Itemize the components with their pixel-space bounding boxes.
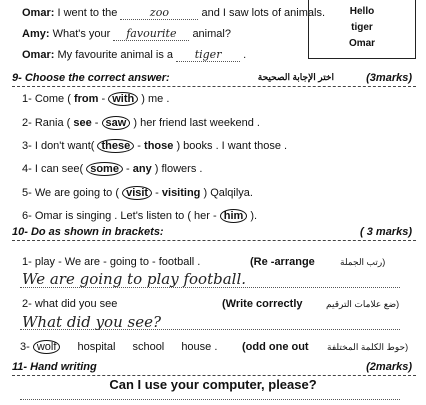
option-separator: - [155,187,159,199]
section-title: 11- Hand writing [12,361,97,373]
dialogue-line-2 [22,27,231,41]
section-9-header [12,72,416,87]
option-word: house . [181,341,218,353]
section-11-header [12,361,416,376]
handwritten-answer: zoo [120,6,198,20]
item-prompt: 5- We are going to ( [22,187,120,199]
item-rest: ) me . [141,93,170,105]
choice-item [22,186,253,200]
section-instruction-arabic: اختر الإجابة الصحيحة [257,72,334,82]
item-rest: ) her friend last weekend . [133,117,260,129]
speaker: Amy: [22,28,50,40]
answer-line [20,329,400,330]
item-rest: ) Qalqilya. [203,187,253,199]
q10-3-words [20,340,217,354]
section-title: 10- Do as shown in brackets: [12,226,164,238]
word-box-item: tiger [351,22,373,33]
option: see [73,117,92,129]
item-prompt: 4- I can see( [22,163,84,175]
option: those [144,140,174,152]
q10-1-instruction-arabic: رتب الجملة) [340,257,386,267]
q10-1-prompt: 1- play - We are - going to - football . [22,256,201,268]
dialogue-text: What's your [52,28,114,40]
item-rest: ) books . I want those . [176,140,288,152]
option: any [132,163,152,175]
item-rest: ). [250,210,258,222]
section-10-header [12,226,416,241]
q10-2-prompt: 2- what did you see [22,298,118,310]
question-number: 3- [20,341,30,353]
dialogue-line-3 [22,48,246,62]
choice-item [22,209,257,223]
option-separator: - [126,163,130,175]
q10-1-handwritten-answer: We are going to play football. [22,270,247,288]
dialogue-text: My favourite animal is a [57,49,174,61]
circled-option: him [220,209,248,223]
q10-2-handwritten-answer: What did you see? [22,313,162,331]
word-box-item: Omar [348,38,376,49]
option-word: hospital [77,341,116,353]
choice-item [22,116,260,130]
handwritten-answer: favourite [113,27,189,41]
option-separator: - [101,93,106,105]
item-prompt: 3- I don't want( [22,140,95,152]
dialogue-text: animal? [192,28,231,40]
item-prompt: 6- Omar is singing . Let's listen to ( her - [22,210,217,222]
dialogue-text: and I saw lots of animals. [201,7,326,19]
section-marks: ( 3 marks) [360,226,412,238]
option-word: school [132,341,165,353]
option: visiting [161,187,201,199]
circled-option: these [97,139,134,153]
option-separator: - [137,140,141,152]
item-prompt: 2- Rania ( [22,117,71,129]
item-rest: ) flowers . [154,163,203,175]
circled-word: wolf [33,340,61,354]
dialogue-text: . [243,49,247,61]
speaker: Omar: [22,49,55,61]
q10-2-instruction-arabic: ضع علامات الترقيم) [326,299,400,309]
answer-line [20,287,400,288]
q10-3-instruction-arabic: حوط الكلمة المختلفة) [327,342,409,352]
option-separator: - [94,117,99,129]
section-title: 9- Choose the correct answer: [12,72,170,84]
choice-item [22,92,169,106]
speaker: Omar: [22,7,55,19]
dialogue-line-1 [22,6,325,20]
q10-3-instruction: (odd one out [242,341,309,353]
dialogue-text: I went to the [57,7,121,19]
handwritten-answer: tiger [176,48,240,62]
q10-2-instruction: (Write correctly [222,298,303,310]
option: from [73,93,99,105]
circled-option: some [86,162,123,176]
choice-item [22,139,287,153]
handwriting-line [20,399,400,400]
handwriting-sentence: Can I use your computer, please? [109,377,317,392]
q10-1-instruction: (Re -arrange [250,256,315,268]
word-box-item: Hello [349,6,375,17]
section-marks: (3marks) [366,72,412,84]
circled-option: visit [122,186,152,200]
item-prompt: 1- Come ( [22,93,71,105]
section-marks: (2marks) [366,361,412,373]
circled-option: saw [102,116,131,130]
choice-item [22,162,202,176]
word-box [308,0,416,59]
circled-option: with [108,92,138,106]
